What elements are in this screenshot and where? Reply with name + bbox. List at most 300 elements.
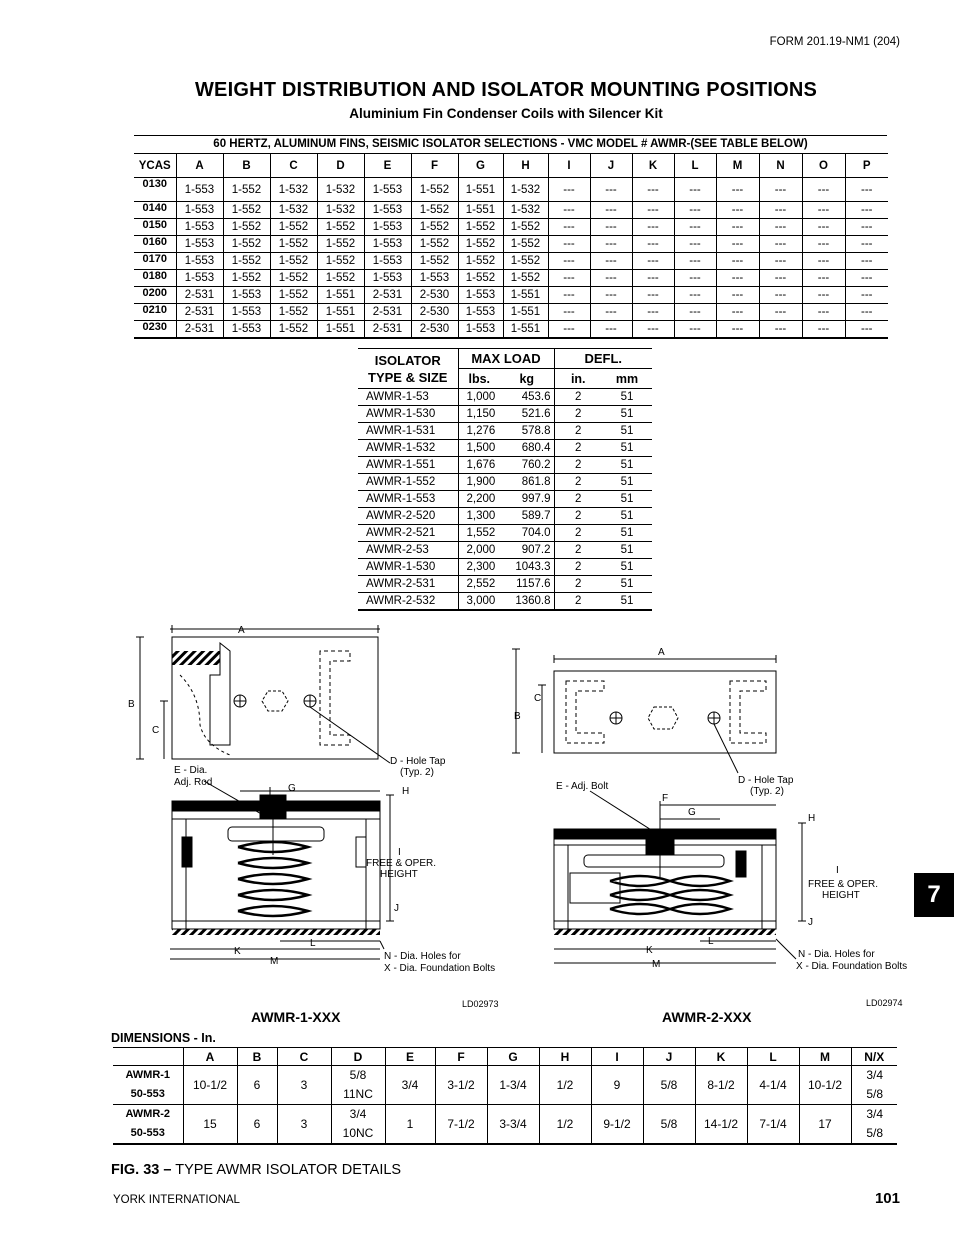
selection-cell: 1-553 — [176, 202, 223, 219]
dimension-col-header: D — [331, 1048, 385, 1066]
defl-mm: 51 — [602, 525, 652, 542]
selection-cell: 1-552 — [270, 253, 317, 270]
max-load-lbs: 1,000 — [458, 389, 500, 406]
selection-cell: --- — [674, 253, 716, 270]
selection-cell: 1-552 — [270, 287, 317, 304]
defl-in: 2 — [554, 406, 602, 423]
selection-cell: --- — [845, 219, 888, 236]
max-load-header: MAX LOAD — [458, 349, 554, 369]
selection-cell: --- — [674, 304, 716, 321]
selection-cell: --- — [548, 236, 590, 253]
selection-cell: 1-552 — [223, 236, 270, 253]
selection-cell: --- — [548, 304, 590, 321]
dimension-col-header: G — [487, 1048, 539, 1066]
selection-cell: 1-553 — [458, 287, 503, 304]
selection-cell: --- — [716, 219, 759, 236]
defl-mm: 51 — [602, 491, 652, 508]
selection-cell: --- — [590, 253, 632, 270]
dimension-c: 3 — [277, 1105, 331, 1145]
selection-cell: 1-552 — [411, 253, 458, 270]
selection-cell: 1-552 — [270, 219, 317, 236]
dimension-h: 1/2 — [539, 1066, 591, 1105]
selection-cell: 1-551 — [458, 202, 503, 219]
right-model-label: AWMR-2-XXX — [662, 1009, 752, 1025]
selection-cell: 2-531 — [364, 321, 411, 338]
selection-cell: 1-553 — [458, 304, 503, 321]
selection-cell: 1-551 — [317, 321, 364, 338]
defl-mm: 51 — [602, 474, 652, 491]
selection-cell: --- — [632, 304, 674, 321]
selection-cell: 1-553 — [223, 287, 270, 304]
ycas-model: 0150 — [134, 219, 176, 236]
dimension-col-header: K — [695, 1048, 747, 1066]
selection-cell: 1-552 — [503, 270, 548, 287]
dimension-col-header: B — [237, 1048, 277, 1066]
dimension-row — [113, 1066, 897, 1105]
selection-cell: --- — [845, 304, 888, 321]
selection-col-header: M — [716, 154, 759, 178]
selection-cell: --- — [802, 236, 845, 253]
ycas-model: 0160 — [134, 236, 176, 253]
right-n-holes-label: N - Dia. Holes for — [798, 949, 875, 960]
selection-cell: 1-552 — [223, 202, 270, 219]
right-d-hole-label: D - Hole Tap — [738, 775, 794, 786]
lbs-header: lbs. — [458, 369, 500, 389]
left-dim-m: M — [270, 956, 279, 967]
right-dim-j: J — [808, 917, 813, 928]
selection-cell: 1-532 — [503, 178, 548, 202]
isolator-type: AWMR-2-532 — [358, 593, 458, 610]
dimension-i: 9-1/2 — [591, 1105, 643, 1145]
selection-cell: 1-552 — [317, 219, 364, 236]
selection-cell: 1-552 — [411, 202, 458, 219]
selection-cell: --- — [759, 304, 802, 321]
selection-cell: --- — [716, 270, 759, 287]
dimension-e: 3/4 — [385, 1066, 435, 1105]
selection-cell: --- — [548, 321, 590, 338]
awmr-2-top-view — [512, 649, 776, 773]
defl-in: 2 — [554, 440, 602, 457]
defl-in: 2 — [554, 457, 602, 474]
dimension-col-header: H — [539, 1048, 591, 1066]
dimension-f: 3-1/2 — [435, 1066, 487, 1105]
defl-in: 2 — [554, 525, 602, 542]
selection-col-header: O — [802, 154, 845, 178]
max-load-lbs: 1,676 — [458, 457, 500, 474]
right-d-hole-typ: (Typ. 2) — [750, 786, 784, 797]
selection-cell: 1-552 — [458, 236, 503, 253]
selection-col-header: J — [590, 154, 632, 178]
page-title: WEIGHT DISTRIBUTION AND ISOLATOR MOUNTING POSITIONS — [194, 79, 818, 101]
selection-cell: --- — [759, 219, 802, 236]
selection-cell: 1-532 — [270, 202, 317, 219]
selection-cell: 2-531 — [364, 304, 411, 321]
selection-cell: 1-552 — [458, 253, 503, 270]
left-dim-k: K — [234, 946, 241, 957]
left-dim-c: C — [152, 725, 160, 736]
selection-cell: --- — [674, 287, 716, 304]
isolator-type: AWMR-1-552 — [358, 474, 458, 491]
right-dim-b: B — [514, 711, 521, 722]
max-load-kg: 680.4 — [500, 440, 554, 457]
right-dim-k: K — [646, 945, 653, 956]
selection-cell: 1-553 — [411, 270, 458, 287]
right-dim-m: M — [652, 959, 661, 970]
dimension-col-header: A — [183, 1048, 237, 1066]
selection-cell: --- — [802, 202, 845, 219]
selection-cell: --- — [632, 321, 674, 338]
ycas-model: 0210 — [134, 304, 176, 321]
selection-cell: --- — [759, 253, 802, 270]
left-free-label: FREE & OPER. — [366, 858, 437, 869]
max-load-lbs: 1,150 — [458, 406, 500, 423]
selection-cell: --- — [632, 202, 674, 219]
selection-cell: --- — [759, 321, 802, 338]
selection-cell: 1-552 — [458, 270, 503, 287]
dimension-j: 5/8 — [643, 1066, 695, 1105]
dimensions-header-row — [113, 1048, 897, 1066]
selection-cell: --- — [590, 202, 632, 219]
selection-cell: --- — [759, 202, 802, 219]
max-load-kg: 589.7 — [500, 508, 554, 525]
defl-in: 2 — [554, 593, 602, 610]
max-load-lbs: 3,000 — [458, 593, 500, 610]
selection-cell: 1-552 — [270, 270, 317, 287]
dimensions-title: DIMENSIONS - In. — [111, 1031, 216, 1045]
max-load-kg: 704.0 — [500, 525, 554, 542]
isolator-type: AWMR-2-531 — [358, 576, 458, 593]
selection-cell: 1-552 — [503, 219, 548, 236]
dimension-model: AWMR-1 50-553 — [113, 1066, 183, 1105]
selection-cell: --- — [590, 287, 632, 304]
selection-cell: --- — [802, 321, 845, 338]
dimension-i: 9 — [591, 1066, 643, 1105]
selection-cell: 1-553 — [223, 304, 270, 321]
left-dim-j: J — [394, 903, 399, 914]
defl-in: 2 — [554, 491, 602, 508]
selection-col-header: K — [632, 154, 674, 178]
defl-header: DEFL. — [554, 349, 652, 369]
selection-cell: --- — [674, 219, 716, 236]
selection-cell: --- — [590, 321, 632, 338]
selection-row — [134, 321, 888, 338]
dimension-col-header: L — [747, 1048, 799, 1066]
left-x-bolts-label: X - Dia. Foundation Bolts — [384, 963, 496, 974]
isolator-type: AWMR-1-53 — [358, 389, 458, 406]
selection-cell: 1-532 — [317, 202, 364, 219]
selection-cell: --- — [548, 287, 590, 304]
selection-cell: 1-551 — [503, 321, 548, 338]
dimension-row — [113, 1105, 897, 1145]
max-load-kg: 1360.8 — [500, 593, 554, 610]
selection-cell: 1-553 — [364, 270, 411, 287]
selection-cell: 1-553 — [176, 253, 223, 270]
dimension-e: 1 — [385, 1105, 435, 1145]
selection-cell: --- — [802, 178, 845, 202]
isolator-table — [358, 348, 652, 611]
left-dim-i: I — [398, 847, 401, 858]
isolator-type: AWMR-1-551 — [358, 457, 458, 474]
selection-cell: --- — [759, 287, 802, 304]
isolator-row — [358, 559, 652, 576]
selection-cell: 1-552 — [317, 270, 364, 287]
max-load-kg: 1043.3 — [500, 559, 554, 576]
selection-cell: --- — [802, 304, 845, 321]
dimension-col-header: N/X — [851, 1048, 897, 1066]
isolator-type: AWMR-1-530 — [358, 559, 458, 576]
isolator-type: AWMR-2-520 — [358, 508, 458, 525]
selection-cell: --- — [632, 178, 674, 202]
dimension-l: 4-1/4 — [747, 1066, 799, 1105]
selection-cell: 2-531 — [176, 304, 223, 321]
selection-row — [134, 270, 888, 287]
selection-cell: --- — [548, 253, 590, 270]
awmr-1-top-view — [136, 625, 390, 763]
selection-col-header: H — [503, 154, 548, 178]
selection-row — [134, 253, 888, 270]
isolator-row — [358, 593, 652, 610]
selection-cell: --- — [590, 236, 632, 253]
isolator-type: AWMR-1-553 — [358, 491, 458, 508]
selection-cell: --- — [548, 270, 590, 287]
isolator-drawings — [110, 615, 910, 1020]
awmr-1-side-view — [170, 781, 394, 959]
left-dim-b: B — [128, 699, 135, 710]
selection-col-header: E — [364, 154, 411, 178]
defl-mm: 51 — [602, 559, 652, 576]
selection-table-block — [134, 135, 887, 339]
defl-in: 2 — [554, 389, 602, 406]
defl-mm: 51 — [602, 576, 652, 593]
dimension-d: 5/8 11NC — [331, 1066, 385, 1105]
selection-cell: --- — [632, 253, 674, 270]
selection-cell: --- — [802, 253, 845, 270]
isolator-row — [358, 525, 652, 542]
selection-cell: 1-553 — [176, 178, 223, 202]
selection-cell: 1-551 — [503, 304, 548, 321]
right-dim-l: L — [708, 936, 714, 947]
footer-company: YORK INTERNATIONAL — [113, 1194, 240, 1206]
selection-cell: --- — [716, 253, 759, 270]
dimension-k: 8-1/2 — [695, 1066, 747, 1105]
dimension-col-header: J — [643, 1048, 695, 1066]
dimension-m: 10-1/2 — [799, 1066, 851, 1105]
selection-cell: 1-551 — [458, 178, 503, 202]
defl-in: 2 — [554, 423, 602, 440]
dimension-d: 3/4 10NC — [331, 1105, 385, 1145]
selection-cell: 1-552 — [270, 304, 317, 321]
selection-cell: 1-552 — [223, 253, 270, 270]
dimension-col-header: I — [591, 1048, 643, 1066]
selection-col-header: F — [411, 154, 458, 178]
isolator-type: AWMR-2-53 — [358, 542, 458, 559]
defl-mm: 51 — [602, 457, 652, 474]
dimension-model: AWMR-2 50-553 — [113, 1105, 183, 1145]
selection-cell: 1-552 — [223, 270, 270, 287]
selection-cell: 1-553 — [223, 321, 270, 338]
left-dim-a: A — [238, 625, 245, 636]
defl-in: 2 — [554, 508, 602, 525]
selection-cell: 1-552 — [223, 178, 270, 202]
selection-cell: 1-553 — [364, 253, 411, 270]
dimension-j: 5/8 — [643, 1105, 695, 1145]
selection-cell: --- — [759, 178, 802, 202]
right-dim-g: G — [688, 807, 696, 818]
ycas-model: 0130 — [134, 178, 176, 202]
left-d-hole-label: D - Hole Tap — [390, 756, 446, 767]
selection-cell: 1-552 — [411, 219, 458, 236]
selection-cell: --- — [716, 202, 759, 219]
dimension-g: 3-3/4 — [487, 1105, 539, 1145]
max-load-lbs: 1,300 — [458, 508, 500, 525]
dimension-f: 7-1/2 — [435, 1105, 487, 1145]
isolator-type-header: ISOLATOR TYPE & SIZE — [358, 349, 458, 389]
selection-cell: --- — [674, 178, 716, 202]
selection-row — [134, 178, 888, 202]
left-n-holes-label: N - Dia. Holes for — [384, 951, 461, 962]
selection-cell: --- — [590, 304, 632, 321]
dimension-col-header: M — [799, 1048, 851, 1066]
selection-cell: 1-552 — [411, 236, 458, 253]
defl-mm: 51 — [602, 423, 652, 440]
selection-cell: --- — [548, 202, 590, 219]
right-dim-h: H — [808, 813, 816, 824]
dimension-b: 6 — [237, 1105, 277, 1145]
selection-cell: 1-551 — [317, 304, 364, 321]
defl-mm: 51 — [602, 542, 652, 559]
max-load-kg: 578.8 — [500, 423, 554, 440]
selection-cell: --- — [632, 287, 674, 304]
max-load-kg: 861.8 — [500, 474, 554, 491]
selection-cell: --- — [590, 178, 632, 202]
left-drawing-id: LD02973 — [462, 999, 499, 1009]
left-model-label: AWMR-1-XXX — [251, 1009, 341, 1025]
right-dim-c: C — [534, 693, 542, 704]
selection-cell: --- — [590, 270, 632, 287]
selection-cell: --- — [674, 202, 716, 219]
isolator-row — [358, 457, 652, 474]
selection-cell: --- — [845, 253, 888, 270]
figure-caption — [111, 1162, 401, 1178]
isolator-row — [358, 389, 652, 406]
max-load-lbs: 1,276 — [458, 423, 500, 440]
selection-cell: 1-532 — [317, 178, 364, 202]
selection-table-caption: 60 HERTZ, ALUMINUM FINS, SEISMIC ISOLATOR SELECTIONS - VMC MODEL # AWMR-(SEE TABLE BELOW) — [134, 135, 887, 153]
selection-col-header: I — [548, 154, 590, 178]
selection-cell: --- — [716, 304, 759, 321]
ycas-model: 0170 — [134, 253, 176, 270]
selection-row — [134, 287, 888, 304]
dimension-col-header: E — [385, 1048, 435, 1066]
selection-cell: 1-553 — [176, 219, 223, 236]
right-x-bolts-label: X - Dia. Foundation Bolts — [796, 961, 908, 972]
selection-col-header: YCAS — [134, 154, 176, 178]
left-e-dia-label: E - Dia. — [174, 765, 208, 776]
selection-cell: --- — [674, 270, 716, 287]
in-header: in. — [554, 369, 602, 389]
defl-mm: 51 — [602, 440, 652, 457]
selection-cell: 1-553 — [364, 202, 411, 219]
selection-cell: 1-551 — [503, 287, 548, 304]
selection-cell: 1-552 — [503, 253, 548, 270]
ycas-model: 0140 — [134, 202, 176, 219]
selection-cell: 1-552 — [458, 219, 503, 236]
max-load-lbs: 1,900 — [458, 474, 500, 491]
selection-cell: 1-532 — [270, 178, 317, 202]
selection-cell: --- — [845, 270, 888, 287]
selection-cell: --- — [802, 219, 845, 236]
selection-cell: 2-530 — [411, 304, 458, 321]
ycas-model: 0200 — [134, 287, 176, 304]
selection-cell: 1-551 — [317, 287, 364, 304]
right-free-label: FREE & OPER. — [808, 879, 879, 890]
selection-cell: 1-552 — [270, 321, 317, 338]
isolator-type: AWMR-2-521 — [358, 525, 458, 542]
selection-cell: --- — [632, 270, 674, 287]
isolator-row — [358, 474, 652, 491]
ycas-model: 0230 — [134, 321, 176, 338]
dimension-col-header: F — [435, 1048, 487, 1066]
defl-in: 2 — [554, 542, 602, 559]
dimension-k: 14-1/2 — [695, 1105, 747, 1145]
max-load-kg: 1157.6 — [500, 576, 554, 593]
defl-mm: 51 — [602, 593, 652, 610]
selection-cell: 1-553 — [176, 270, 223, 287]
isolator-type: AWMR-1-532 — [358, 440, 458, 457]
selection-cell: --- — [716, 236, 759, 253]
max-load-kg: 760.2 — [500, 457, 554, 474]
selection-cell: 2-531 — [176, 321, 223, 338]
dimensions-table — [113, 1047, 897, 1145]
isolator-row — [358, 491, 652, 508]
defl-mm: 51 — [602, 389, 652, 406]
selection-cell: --- — [632, 219, 674, 236]
max-load-kg: 907.2 — [500, 542, 554, 559]
selection-cell: --- — [802, 270, 845, 287]
max-load-lbs: 2,000 — [458, 542, 500, 559]
defl-mm: 51 — [602, 406, 652, 423]
max-load-lbs: 2,200 — [458, 491, 500, 508]
isolator-row — [358, 440, 652, 457]
max-load-kg: 453.6 — [500, 389, 554, 406]
dimension-g: 1-3/4 — [487, 1066, 539, 1105]
left-dim-l: L — [310, 938, 316, 949]
selection-cell: 2-531 — [364, 287, 411, 304]
defl-in: 2 — [554, 559, 602, 576]
selection-col-header: L — [674, 154, 716, 178]
right-dim-f: F — [662, 793, 669, 804]
isolator-row — [358, 508, 652, 525]
max-load-kg: 997.9 — [500, 491, 554, 508]
selection-cell: --- — [845, 236, 888, 253]
selection-cell: --- — [716, 287, 759, 304]
selection-cell: --- — [845, 178, 888, 202]
selection-cell: --- — [845, 202, 888, 219]
selection-cell: 1-552 — [223, 219, 270, 236]
selection-cell: --- — [845, 287, 888, 304]
max-load-lbs: 1,552 — [458, 525, 500, 542]
selection-col-header: N — [759, 154, 802, 178]
selection-col-header: P — [845, 154, 888, 178]
section-tab[interactable]: 7 — [914, 873, 954, 917]
dimension-m: 17 — [799, 1105, 851, 1145]
selection-cell: 1-553 — [364, 219, 411, 236]
selection-header-row — [134, 154, 888, 178]
page-number: 101 — [874, 1190, 900, 1207]
selection-cell: --- — [845, 321, 888, 338]
selection-cell: --- — [759, 270, 802, 287]
selection-cell: --- — [759, 236, 802, 253]
